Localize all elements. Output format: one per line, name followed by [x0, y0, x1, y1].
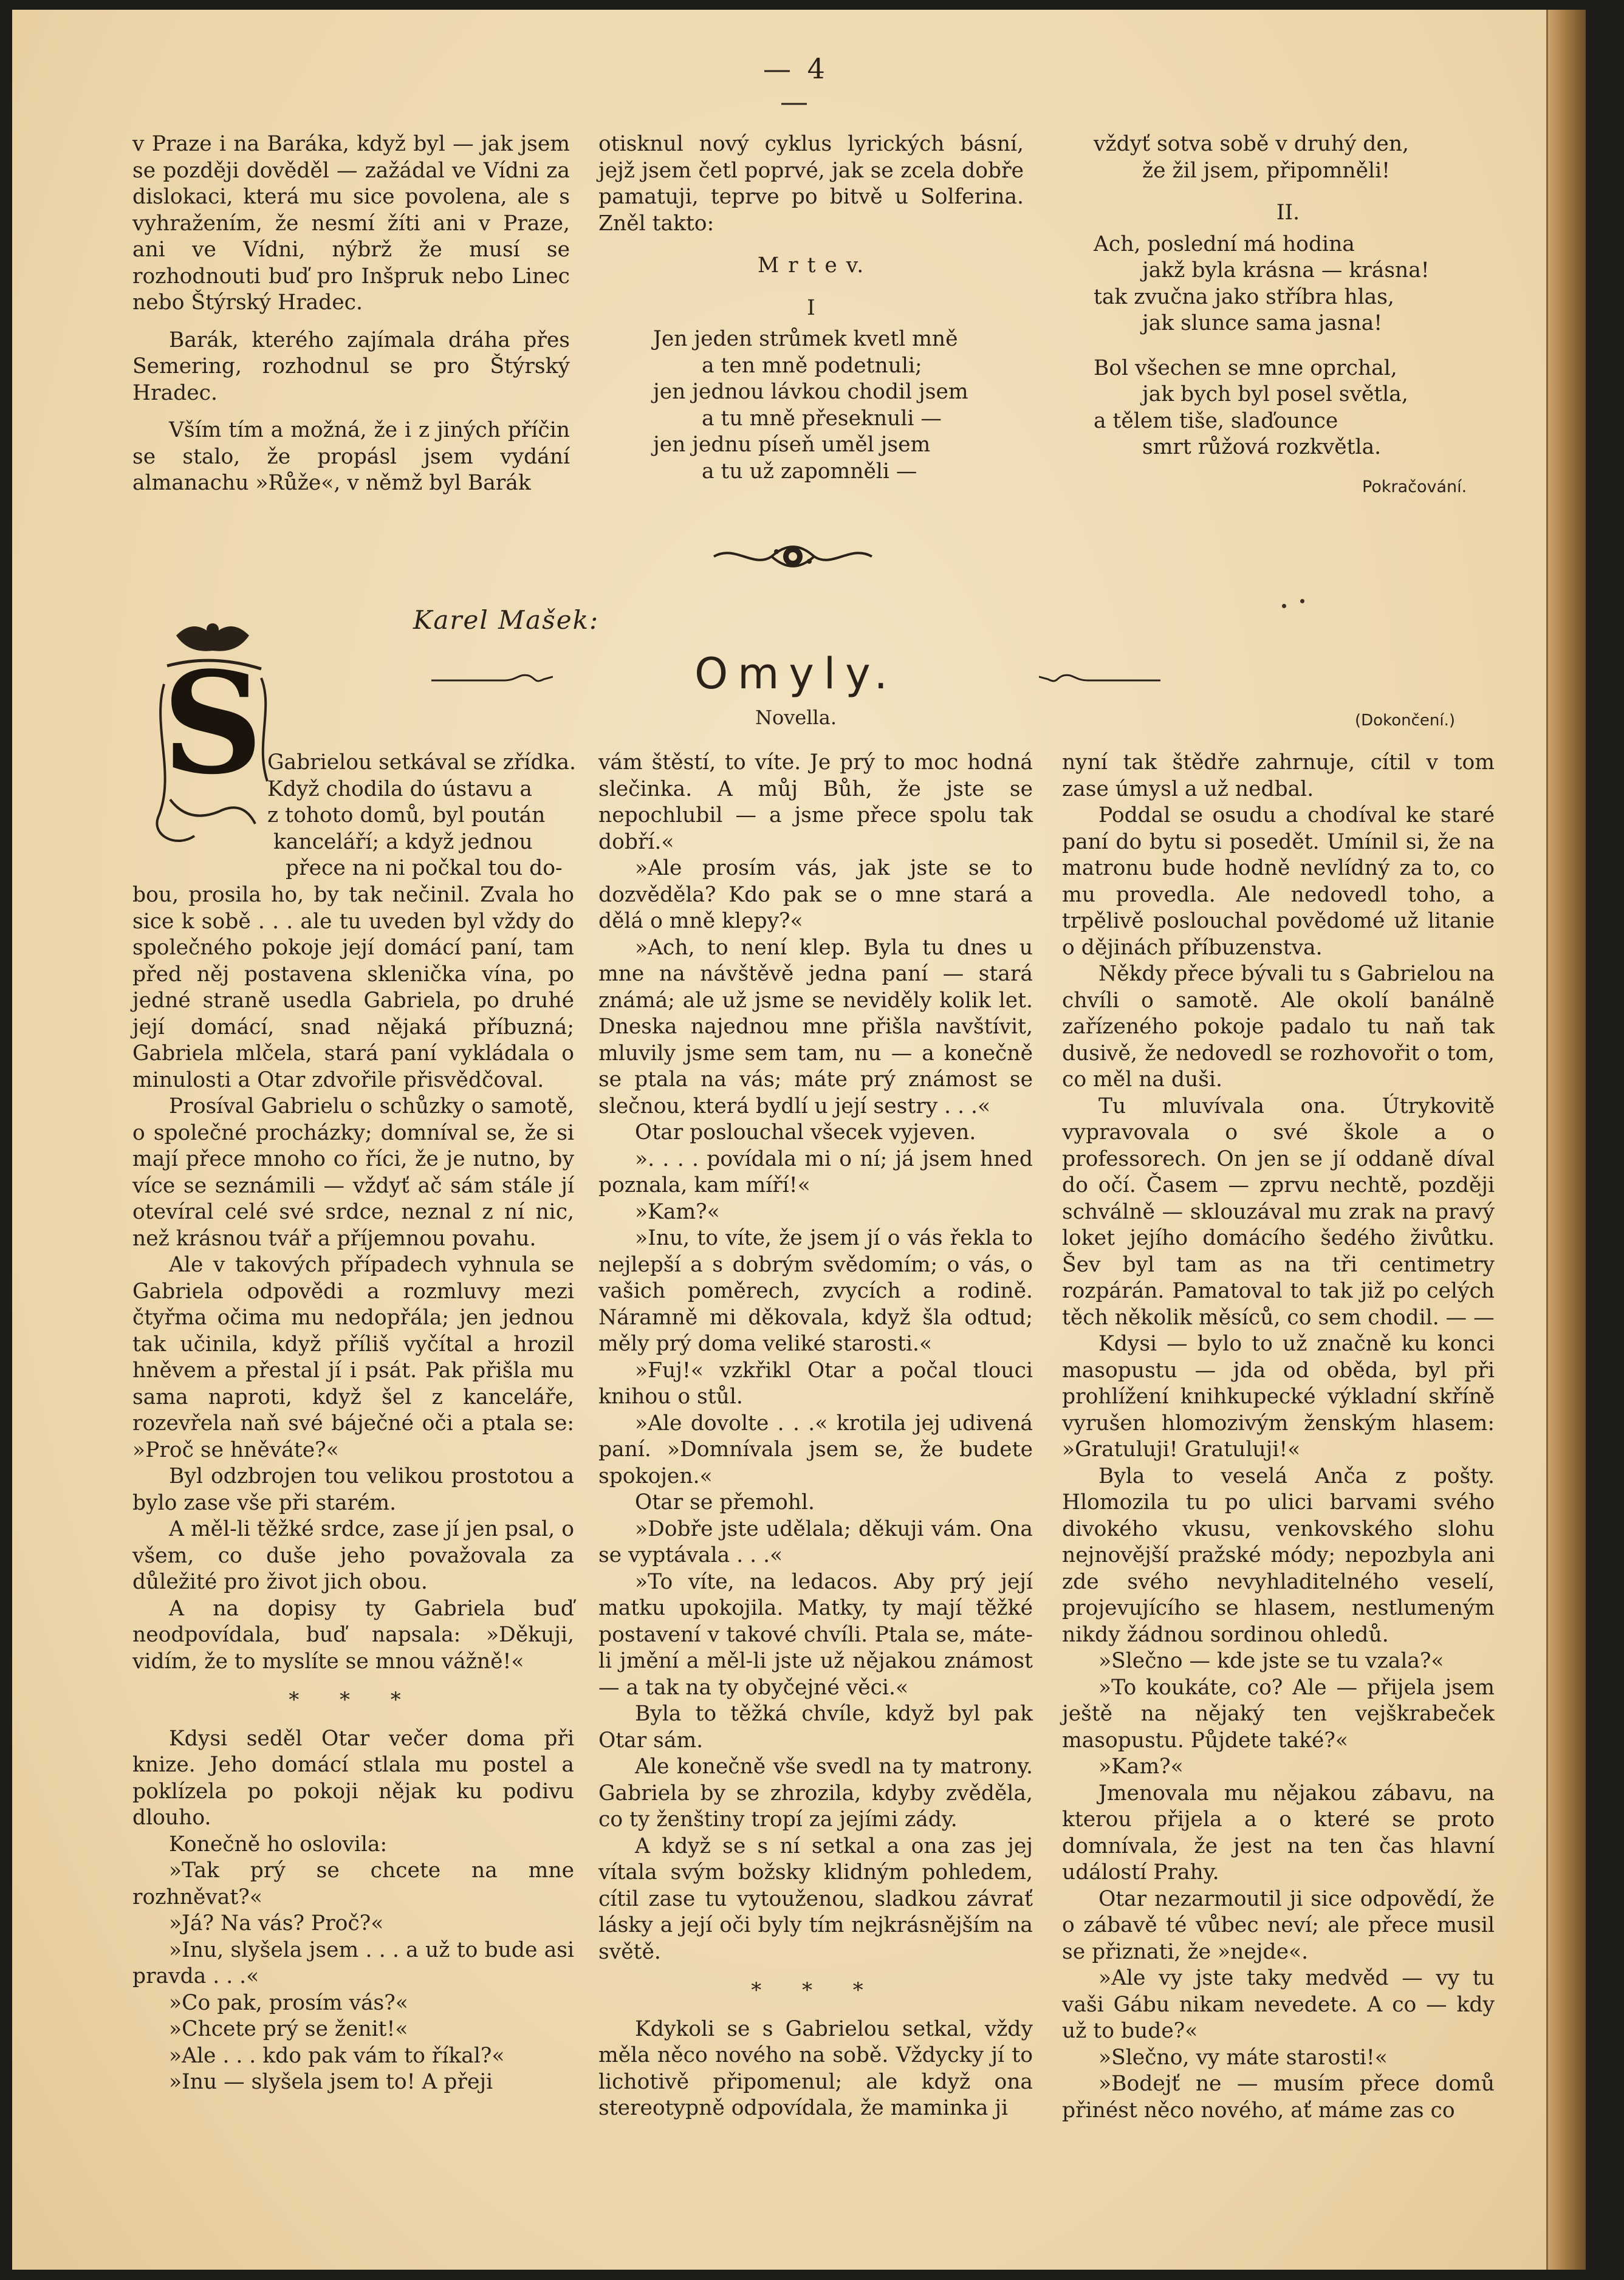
page-number: — 4 — [763, 52, 829, 118]
paragraph: »Chcete prý se ženit!« [169, 2017, 408, 2041]
paragraph: »To víte, na ledacos. Aby prý její matku upokojila. Matky, ty mají těžké postavení v takové chvíli. Ptala se, máte-li jmění a měl-li jste už nějakou známost — a tak na ty obyčejné věci.« [598, 1569, 1033, 1700]
paragraph: »Ach, to není klep. Byla tu dnes u mne na návštěvě jedna paní — stará známá; ale už jsme se neviděly kolik let. Dneska najednou mne přišla navštívit, mluvily jsme sem tam, nu — a konečně se ptala na vás; máte prý známost se slečnou, která bydlí u její sestry . . .« [598, 935, 1033, 1118]
column-1-top [132, 131, 570, 497]
verse-line: a ten mně podetnuli; [702, 353, 922, 378]
paragraph: »Ale . . . kdo pak vám to říkal?« [169, 2043, 505, 2068]
poem-title: M r t e v. [757, 253, 865, 278]
dropcap-line: kanceláří; a když jednou [273, 829, 533, 854]
paragraph: A na dopisy ty Gabriela buď neodpovídala, buď napsala: »Děkuji, vidím, že to myslíte se mnou vážně!« [132, 1596, 574, 1674]
paragraph: otisknul nový cyklus lyrických básní, jejž jsem četl poprvé, jak se zcela dobře pamatuji, teprve po bitvě u Solferina. Zněl takto: [598, 132, 1024, 236]
dropcap-line: Gabrielou setkával se zřídka. [267, 750, 576, 775]
story-header [565, 649, 1027, 729]
paragraph: Otar se přemohl. [635, 1490, 815, 1515]
book-spine [1546, 10, 1586, 2270]
verse-line: jen jednu píseň uměl jsem [653, 433, 931, 457]
verse-line: jen jednou lávkou chodil jsem [653, 380, 968, 404]
paragraph: »Ale vy jste taky medvěd — vy tu vaši Gábu nikam nevedete. A co — kdy už to bude?« [1062, 1966, 1495, 2043]
verse-line: a tu už zapomněli — [702, 459, 917, 484]
paragraph: Poddal se osudu a chodíval ke staré paní do bytu si posedět. Umínil si, že na matronu bude hodně nevlídný za to, co mu provedla. Ale nedovedl toho, a trpělivě poslouchal povědomé už litanie o dějinách příbuzenstva. [1062, 803, 1495, 960]
concluded-note: (Dokončení.) [1355, 711, 1455, 730]
paragraph: »Já? Na vás? Proč?« [169, 1911, 384, 1936]
paragraph: Byl odzbrojen tou velikou prostotou a bylo zase vše při starém. [132, 1464, 574, 1515]
verse-line: že žil jsem, připomněli! [1142, 158, 1390, 183]
paragraph: Konečně ho oslovila: [169, 1832, 388, 1857]
ink-speck [1300, 599, 1304, 603]
verse-line: a tělem tiše, slaďounce [1094, 408, 1338, 433]
paragraph: Otar nezarmoutil ji sice odpovědí, že o zábavě té vůbec neví; ale přece musil se přiznati, že »nejde«. [1062, 1886, 1495, 1964]
dropcap-s-icon [140, 617, 286, 854]
paragraph: Jmenovala mu nějakou zábavu, na kterou přijela a o které se proto domnívala, že jest na ten čas hlavní událostí Prahy. [1062, 1781, 1495, 1885]
poem-stanza [1094, 131, 1482, 184]
verse-line: Ach, poslední má hodina [1094, 231, 1355, 256]
paragraph: »Slečno — kde jste se tu vzala?« [1098, 1649, 1444, 1673]
paragraph: A když se s ní setkal a ona zas jej vítala svým božsky klidným pohledem, cítil zase tu vytouženou, sladkou závrať lásky a její oči byly tím nejkrásnějším na světě. [598, 1833, 1033, 1964]
paragraph: Tu mluvívala ona. Útrykovitě vypravovala o své škole a o professorech. On jen se jí oddaně díval do očí. Časem — zprvu nechtě, později schválně — sklouzával mu zrak na pravý loket jejího domácího šedého živůtku. Šev byl tam as na tři centimetry rozpárán. Pamatoval to tak již po celých těch několik měsíců, co sem chodil. — — [1062, 1094, 1495, 1330]
poem-stanza [1094, 355, 1482, 461]
poem-stanza [1094, 231, 1482, 337]
verse-line: tak zvučna jako stříbra hlas, [1094, 284, 1394, 309]
paragraph: Ale konečně vše svedl na ty matrony. Gabriela by se zhrozila, kdyby zvěděla, co ty ženštiny tropí za jejími zády. [598, 1755, 1033, 1832]
poem-section-number: II. [1276, 200, 1300, 225]
paragraph: nyní tak štědře zahrnuje, cítil v tom zase úmysl a už nedbal. [1062, 750, 1495, 801]
paragraph: »Inu, to víte, že jsem jí o vás řekla to nejlepší a s dobrým svědomím; o vás, o vašich poměrech, zvycích a rodině. Náramně mi děkovala, když šla odtud; měly prý doma veliké starosti.« [598, 1226, 1033, 1356]
paragraph: Byla to těžká chvíle, když byl pak Otar sám. [598, 1702, 1033, 1753]
column-1-story [267, 750, 574, 882]
title-flourish-right-icon [1039, 669, 1160, 688]
verse-line: Bol všechen se mne oprchal, [1094, 355, 1397, 380]
paragraph: Barák, kterého zajímala dráha přes Semering, rozhodnul se pro Štýrský Hradec. [132, 327, 570, 405]
dropcap-line: přece na ni počkal tou do- [286, 856, 563, 880]
author-byline: Karel Mašek: [413, 605, 600, 635]
paragraph: »Bodejť ne — musím přece domů přinést něco nového, ať máme zas co [1062, 2072, 1495, 2123]
paragraph: Kdysi — bylo to už značně ku konci masopustu — jda od oběda, byl při prohlížení knihkupecké výkladní skříně vyrušen hlomozivým ženským hlasem: »Gratuluji! Gratuluji!« [1062, 1332, 1495, 1462]
paragraph: »Ale dovolte . . .« krotila jej udivená paní. »Domnívala jsem se, že budete spokojen.« [598, 1411, 1033, 1488]
verse-line: smrt růžová rozkvětla. [1142, 435, 1382, 459]
paragraph: »Tak prý se chcete na mne rozhněvat?« [132, 1858, 574, 1909]
paragraph: »Kam?« [635, 1199, 720, 1224]
paragraph: »Kam?« [1098, 1755, 1184, 1779]
page-sheet [12, 10, 1586, 2270]
verse-line: jak bych byl posel světla, [1142, 382, 1408, 406]
verse-line: jak slunce sama jasna! [1142, 311, 1383, 335]
verse-line: a tu mně přeseknuli — [702, 406, 942, 431]
paragraph: »Co pak, prosím vás?« [169, 1990, 408, 2015]
paragraph: »Inu — slyšela jsem to! A přeji [169, 2070, 493, 2094]
paragraph: Někdy přece bývali tu s Gabrielou na chvíli o samotě. Ale okolí banálně zařízeného pokoje padalo tu naň tak dusivě, že nedovedl se rozhovořit o tom, co měl na duši. [1062, 962, 1495, 1092]
section-break: * * * [751, 1978, 880, 2002]
column-1-story-cont [132, 882, 574, 2096]
dropcap-line: z tohoto domů, byl poután [267, 803, 546, 827]
poem-section-number: I [807, 295, 815, 320]
paragraph: Prosíval Gabrielu o schůzky o samotě, o společné procházky; domníval se, že si mají přece mnoho co říci, že je nutno, by více se seznámili — vždyť ač sám stále jí otevíral celé své srdce, neznal z ní nic, než krásnou tvář a příjemnou povahu. [132, 1094, 574, 1251]
paragraph: »To koukáte, co? Ale — přijela jsem ještě na nějaký ten vejškrabeček masopustu. Půjdete také?« [1062, 1675, 1495, 1753]
column-3-top [1094, 131, 1482, 461]
paragraph: »Inu, slyšela jsem . . . a už to bude asi pravda . . .« [132, 1937, 574, 1988]
title-flourish-left-icon [431, 669, 553, 688]
paragraph: Ale v takových případech vyhnula se Gabriela odpovědi a rozmluvy mezi čtyřma očima mu nedopřála; jen jednou tak učinila, když příliš vyčítal a hrozil hněvem a přestal jí i psát. Pak přišla mu sama naproti, když šel z kanceláře, rozevřela naň své báječné oči a ptala se: »Proč se hněváte?« [132, 1253, 574, 1462]
poem-stanza [598, 326, 1024, 485]
paragraph: ». . . . povídala mi o ní; já jsem hned poznala, kam míří!« [598, 1146, 1033, 1197]
ornament-divider-icon [711, 538, 875, 575]
continued-note: Pokračování. [1362, 478, 1467, 496]
paragraph: Vším tím a možná, že i z jiných příčin se stalo, že propásl jsem vydání almanachu »Růže«, v němž byl Barák [132, 418, 570, 495]
paragraph: A měl-li těžké srdce, zase jí jen psal, o všem, co duše jeho považovala za důležité pro život jich obou. [132, 1517, 574, 1594]
paragraph: »Ale prosím vás, jak jste se to dozvěděla? Kdo pak se o mne stará a dělá o mně klepy?« [598, 856, 1033, 933]
column-2-story [598, 750, 1033, 2122]
paragraph: »Fuj!« vzkřikl Otar a počal tlouci knihou o stůl. [598, 1358, 1033, 1409]
paragraph: Otar poslouchal všecek vyjeven. [635, 1120, 976, 1145]
paragraph: bou, prosila ho, by tak nečinil. Zvala ho sice k sobě . . . ale tu uveden byl vždy do společného pokoje její domácí paní, tam před něj postavena sklenička vína, po jedné straně usedla Gabriela, po druhé její domácí, snad nějaká příbuzná; Gabriela mlčela, stará paní vykládala o minulosti a Otar zdvořile přisvědčoval. [132, 883, 574, 1092]
verse-line: vždyť sotva sobě v druhý den, [1094, 132, 1409, 156]
story-title: Omyly. [694, 649, 897, 699]
dropcap-line: Když chodila do ústavu a [267, 776, 532, 801]
verse-line: Jen jeden strůmek kvetl mně [653, 327, 958, 351]
verse-line: jakž byla krásna — krásna! [1142, 258, 1430, 282]
paragraph: »Dobře jste udělala; děkuji vám. Ona se vyptávala . . .« [598, 1516, 1033, 1567]
paragraph: »Slečno, vy máte starosti!« [1098, 2045, 1388, 2070]
dropcap-letter: S [162, 642, 264, 806]
paragraph: v Praze i na Baráka, když byl — jak jsem se později dověděl — zažádal ve Vídni za dislokaci, která mu sice povolena, ale s vyhražením, že nesmí žíti ani v Praze, ani ve Vídni, nýbrž že musí se rozhodnouti buď pro Inšpruk nebo Linec nebo Štýrský Hradec. [132, 132, 570, 315]
column-2-top [598, 131, 1024, 485]
column-3-story [1062, 750, 1495, 2124]
story-subtitle: Novella. [755, 706, 837, 729]
paragraph: vám štěstí, to víte. Je prý to moc hodná slečinka. A můj Bůh, že jste se nepochlubil — a jsme přece spolu tak dobří.« [598, 750, 1033, 854]
paragraph: Byla to veselá Anča z pošty. Hlomozila tu po ulici barvami svého divokého vkusu, venkovského slohu nejnovější pražské módy; nepozbyla ani zde svého nevyhladitelného veselí, projevujícího se hlasem, nestlumeným nikdy žádnou sordinou ohledů. [1062, 1464, 1495, 1647]
section-break: * * * [289, 1688, 418, 1712]
paragraph: Kdykoli se s Gabrielou setkal, vždy měla něco nového na sobě. Vždycky jí to lichotivě připomenul; ale když ona stereotypně odpovídala, že maminka ji [598, 2016, 1033, 2120]
ink-speck [1282, 604, 1286, 608]
paragraph: Kdysi seděl Otar večer doma při knize. Jeho domácí stlala mu postel a poklízela po pokoji nějak ku podivu dlouho. [132, 1726, 574, 1830]
